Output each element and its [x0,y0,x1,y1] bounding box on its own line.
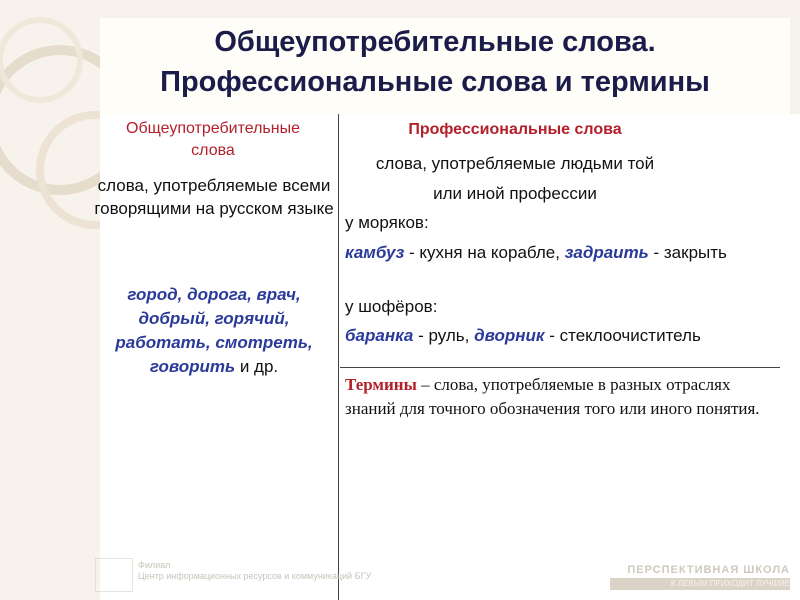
school-logo-text: ПЕРСПЕКТИВНАЯ ШКОЛА [627,564,790,576]
footer-credit: Филиал Центр информационных ресурсов и коммуникаций БГУ [138,560,372,581]
right-heading: Профессиональные слова [408,121,622,138]
right-definition: слова, употребляемые людьми той или иной профессии [375,154,655,203]
row-divider [340,367,780,368]
examples-tail: и др. [235,357,279,376]
sailors-examples: камбуз - кухня на корабле, задраить - закрыть [345,243,727,262]
left-heading: Общеупотребительные слова [126,120,300,159]
terms-definition: Термины – слова, употребляемые в разных отраслях знаний для точного обозначения того или иного понятия. [345,375,760,418]
left-definition: слова, употребляемые всеми говорящими на русском языке [94,176,334,218]
drivers-examples: баранка - руль, дворник - стеклоочиститель [345,326,701,345]
page-title: Общеупотребительные слова. Профессиональные слова и термины [160,26,710,98]
sailors-label: у моряков: [345,213,429,232]
column-divider [338,114,339,600]
school-logo-tagline: К ЛЕВЫМ ПРИХОДИТ ЛУЧШИЕ [610,578,790,590]
left-examples [92,283,336,379]
drivers-label: у шофёров: [345,297,438,316]
university-logo [95,558,133,592]
example-words: город, дорога, врач, добрый, горячий, работать, смотреть, говорить [115,285,313,376]
